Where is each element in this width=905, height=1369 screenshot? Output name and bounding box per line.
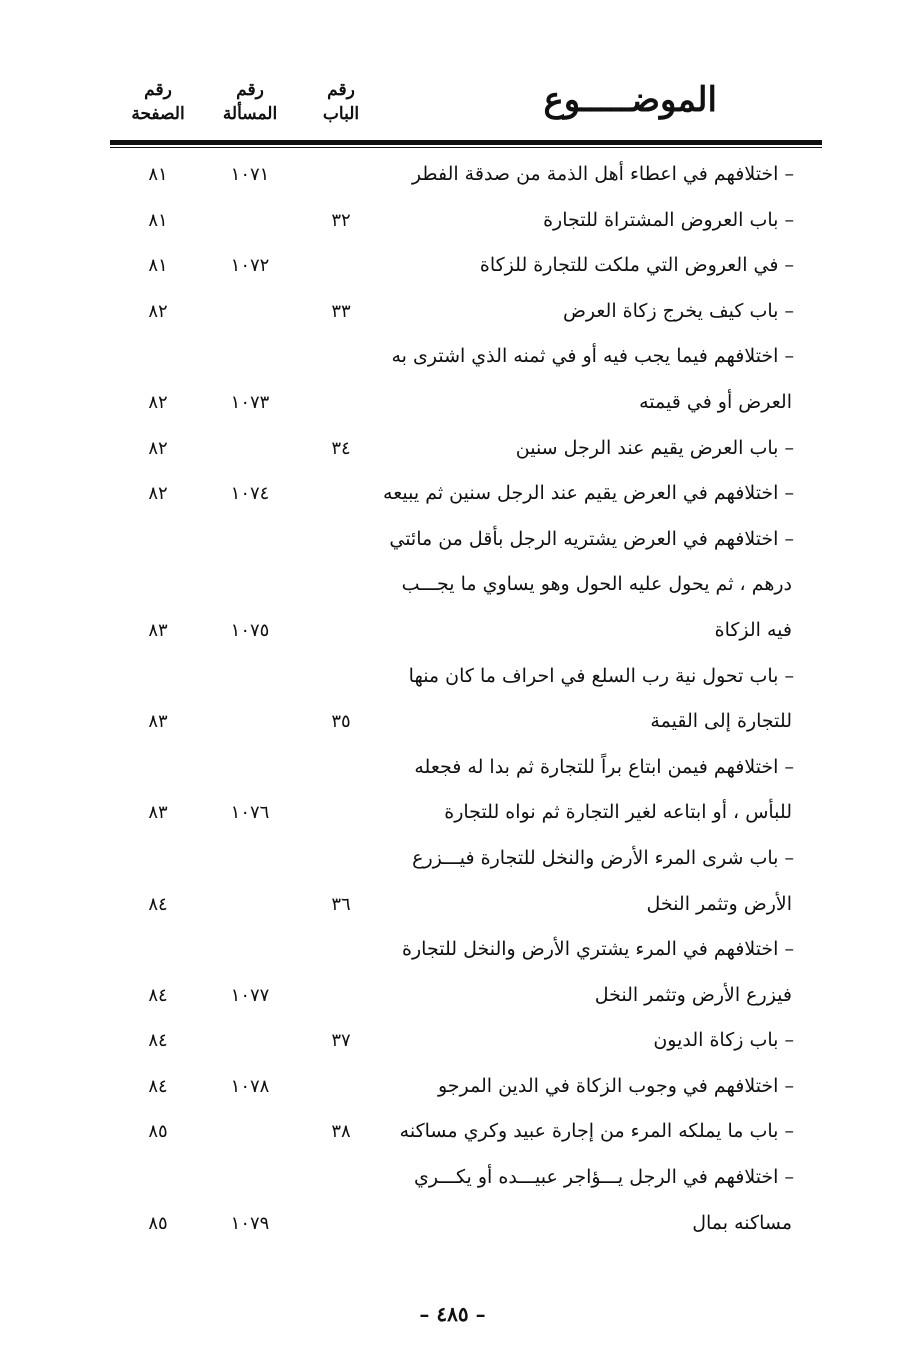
table-row — [110, 380, 822, 426]
page-number: ٨٢ — [148, 300, 168, 322]
chapter-number — [306, 973, 376, 1019]
issue-number — [202, 198, 298, 244]
chapter-number — [306, 608, 376, 654]
header-rule-thin — [110, 147, 822, 148]
page-number — [116, 334, 200, 380]
table-row — [110, 699, 822, 745]
chapter-number: ٣٤ — [331, 437, 351, 459]
page-number — [116, 836, 200, 882]
topic-text: – اختلافهم في الرجل يـــؤاجر عبيـــده أو يكـــري — [414, 1166, 794, 1189]
topic-column-title: الموضـــــوع — [543, 80, 717, 120]
topic-text: – اختلافهم في وجوب الزكاة في الدين المرجو — [437, 1074, 794, 1097]
chapter-number: ٣٧ — [331, 1030, 351, 1052]
table-row — [110, 1155, 822, 1201]
topic-text: للبأس ، أو ابتاعه لغير التجارة ثم نواه للتجارة — [444, 801, 792, 824]
chapter-number — [306, 1064, 376, 1110]
page-number: ٨٢ — [148, 391, 168, 413]
page-number: ٨٣ — [148, 802, 168, 824]
table-row — [110, 334, 822, 380]
table-row — [110, 1109, 822, 1155]
issue-number: ١٠٧٥ — [230, 619, 270, 641]
chapter-number: ٣٦ — [331, 893, 351, 915]
page-number — [116, 562, 200, 608]
table-row — [110, 1201, 822, 1247]
page-number: ٨٢ — [148, 483, 168, 505]
page-number — [116, 654, 200, 700]
chapter-number — [306, 243, 376, 289]
topic-text: الأرض وتثمر النخل — [646, 892, 792, 915]
topic-text: – باب زكاة الديون — [653, 1029, 794, 1052]
page-number: ٨٤ — [148, 893, 168, 915]
chapter-number: ٣٢ — [331, 209, 351, 231]
issue-number: ١٠٧٤ — [230, 483, 270, 505]
issue-number — [202, 882, 298, 928]
issue-number — [202, 562, 298, 608]
issue-number: ١٠٧٢ — [230, 255, 270, 277]
topic-text: – باب شرى المرء الأرض والنخل للتجارة فيـــزرع — [412, 846, 794, 869]
issue-number — [202, 517, 298, 563]
topic-text: – اختلافهم فيمن ابتاع براً للتجارة ثم بدا له فجعله — [414, 755, 794, 778]
chapter-number — [306, 1201, 376, 1247]
issue-number — [202, 334, 298, 380]
issue-number: ١٠٧٣ — [230, 391, 270, 413]
topic-text: – اختلافهم فيما يجب فيه أو في ثمنه الذي اشترى به — [391, 345, 794, 368]
issue-number — [202, 927, 298, 973]
table-row — [110, 243, 822, 289]
index-table — [110, 152, 822, 1246]
table-row — [110, 882, 822, 928]
issue-number — [202, 699, 298, 745]
topic-text: – باب تحول نية رب السلع في احراف ما كان منها — [408, 664, 794, 687]
table-row — [110, 790, 822, 836]
topic-text: – اختلافهم في العرض يقيم عند الرجل سنين ثم يبيعه — [383, 482, 794, 505]
header-rule-thick — [110, 140, 822, 145]
chapter-number — [306, 836, 376, 882]
chapter-number — [306, 517, 376, 563]
topic-text: – في العروض التي ملكت للتجارة للزكاة — [479, 254, 794, 277]
table-row — [110, 1064, 822, 1110]
issue-number — [202, 1018, 298, 1064]
table-row — [110, 654, 822, 700]
page-number: ٨٣ — [148, 711, 168, 733]
topic-text: – باب العرض يقيم عند الرجل سنين — [515, 436, 794, 459]
page-number — [116, 517, 200, 563]
topic-text: العرض أو في قيمته — [639, 390, 792, 413]
chapter-number: ٣٥ — [331, 711, 351, 733]
chapter-number — [306, 790, 376, 836]
table-row — [110, 927, 822, 973]
issue-number — [202, 654, 298, 700]
topic-text: للتجارة إلى القيمة — [650, 710, 792, 733]
topic-text: فيزرع الأرض وتثمر النخل — [594, 983, 792, 1006]
page-number — [116, 927, 200, 973]
issue-number — [202, 836, 298, 882]
page-footer-number: – ٤٨٥ – — [419, 1302, 486, 1326]
page-number-header: رقم الصفحة — [131, 80, 185, 124]
page-number: ٨١ — [148, 209, 168, 231]
topic-text: – باب العروض المشتراة للتجارة — [543, 208, 794, 231]
table-row — [110, 562, 822, 608]
topic-text: – اختلافهم في اعطاء أهل الذمة من صدقة الفطر — [411, 163, 794, 185]
table-row — [110, 836, 822, 882]
chapter-number: ٣٣ — [331, 300, 351, 322]
topic-text: – اختلافهم في العرض يشتريه الرجل بأقل من مائتي — [389, 527, 794, 550]
issue-number — [202, 745, 298, 791]
page-number: ٨٤ — [148, 1075, 168, 1097]
issue-number — [202, 1155, 298, 1201]
issue-number-header: رقم المسألة — [222, 80, 278, 124]
topic-text: – باب ما يملكه المرء من إجارة عبيد وكري مساكنه — [399, 1120, 794, 1143]
issue-number: ١٠٧٧ — [230, 984, 270, 1006]
page-number — [116, 745, 200, 791]
table-row — [110, 471, 822, 517]
topic-text: فيه الزكاة — [714, 618, 792, 641]
topic-text: – اختلافهم في المرء يشتري الأرض والنخل للتجارة — [402, 938, 794, 961]
chapter-number — [306, 380, 376, 426]
table-row — [110, 289, 822, 335]
page-number: ٨٤ — [148, 984, 168, 1006]
issue-number: ١٠٧٩ — [230, 1212, 270, 1234]
table-row — [110, 426, 822, 472]
issue-number: ١٠٧٨ — [230, 1075, 270, 1097]
table-row — [110, 608, 822, 654]
page-number: ٨٢ — [148, 437, 168, 459]
topic-text: مساكنه بمال — [692, 1211, 792, 1234]
table-header — [110, 72, 822, 144]
page-number: ٨٣ — [148, 619, 168, 641]
chapter-number-header: رقم الباب — [322, 80, 360, 124]
table-row — [110, 198, 822, 244]
topic-text: – باب كيف يخرج زكاة العرض — [562, 299, 794, 322]
table-row — [110, 517, 822, 563]
table-row — [110, 1018, 822, 1064]
chapter-number — [306, 334, 376, 380]
issue-number — [202, 426, 298, 472]
issue-number: ١٠٧١ — [230, 164, 270, 185]
chapter-number — [306, 152, 376, 198]
page-number — [116, 1155, 200, 1201]
chapter-number — [306, 745, 376, 791]
table-row — [110, 745, 822, 791]
chapter-number — [306, 562, 376, 608]
page-number: ٨١ — [148, 164, 168, 185]
topic-text: درهم ، ثم يحول عليه الحول وهو يساوي ما يجـــب — [401, 573, 792, 596]
issue-number — [202, 1109, 298, 1155]
chapter-number — [306, 654, 376, 700]
chapter-number: ٣٨ — [331, 1121, 351, 1143]
chapter-number — [306, 471, 376, 517]
page-number: ٨٥ — [148, 1121, 168, 1143]
table-row — [110, 152, 822, 198]
chapter-number — [306, 1155, 376, 1201]
page-number: ٨٤ — [148, 1030, 168, 1052]
page-number: ٨٥ — [148, 1212, 168, 1234]
issue-number: ١٠٧٦ — [230, 802, 270, 824]
table-row — [110, 973, 822, 1019]
page-number: ٨١ — [148, 255, 168, 277]
issue-number — [202, 289, 298, 335]
chapter-number — [306, 927, 376, 973]
